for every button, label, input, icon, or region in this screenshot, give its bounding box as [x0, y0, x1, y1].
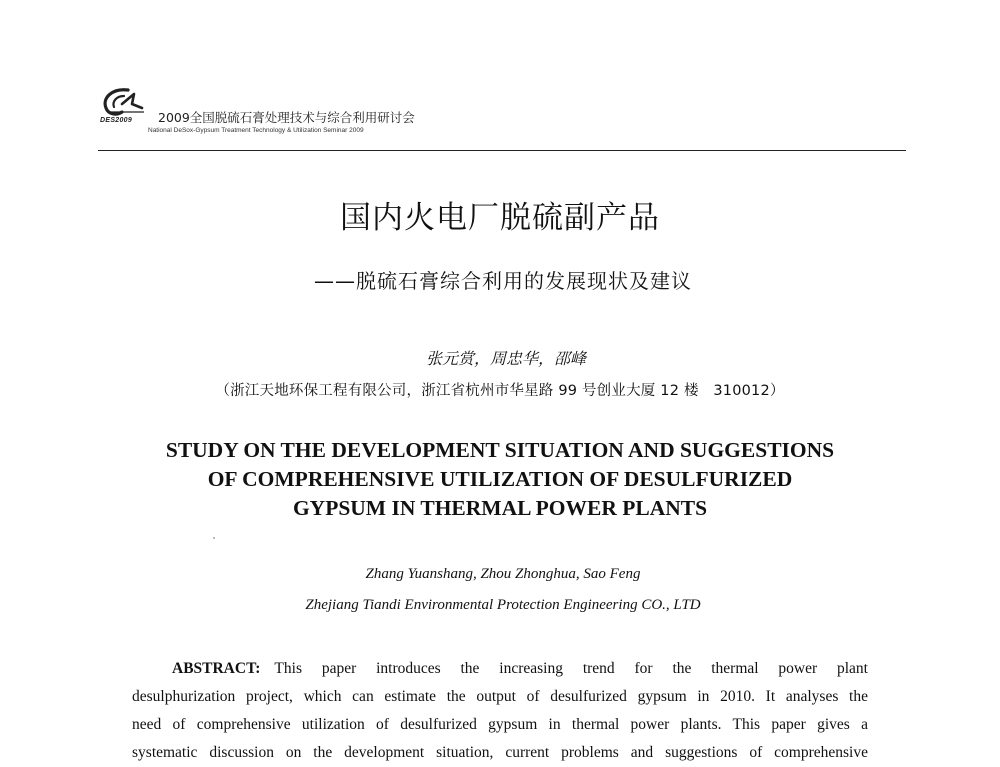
abstract-line — [132, 655, 868, 683]
authors-en: Zhang Yuanshang, Zhou Zhonghua, Sao Feng — [365, 566, 641, 582]
paper-title-en-line: GYPSUM IN THERMAL POWER PLANTS — [292, 496, 708, 520]
seminar-title-cn: 2009全国脱硫石膏处理技术与综合利用研讨会 — [158, 110, 415, 125]
paper-title-en-line: STUDY ON THE DEVELOPMENT SITUATION AND SUGGESTIONS — [165, 438, 835, 462]
abstract — [132, 655, 868, 767]
header-divider — [98, 150, 906, 151]
logo-text: DES2009 — [100, 117, 133, 124]
paper-title-en-line: OF COMPREHENSIVE UTILIZATION OF DESULFURIZED — [207, 467, 793, 491]
abstract-line: need of comprehensive utilization of desulfurized gypsum in thermal power plants. This paper gives a — [132, 716, 868, 733]
abstract-label: ABSTRACT: — [172, 660, 261, 677]
abstract-line: desulphurization project, which can estimate the output of desulfurized gypsum in 2010. It analyses the — [132, 688, 868, 705]
paper-title-en — [120, 436, 880, 523]
authors-cn: 张元赏，周忠华，邵峰 — [425, 349, 586, 368]
journal-header — [98, 86, 906, 152]
seminar-title-en: National DeSox-Gypsum Treatment Technology & Utilization Seminar 2009 — [148, 127, 364, 134]
affiliation-cn: （浙江天地环保工程有限公司，浙江省杭州市华星路 99 号创业大厦 12 楼 310012） — [215, 383, 785, 399]
abstract-line: systematic discussion on the development situation, current problems and suggestions of comprehensive — [132, 744, 868, 761]
abstract-text: This paper introduces the increasing trend for the thermal power plant — [274, 660, 868, 677]
scan-artifact — [213, 537, 215, 539]
paper-subtitle-cn: ——脱硫石膏综合利用的发展现状及建议 — [314, 269, 692, 293]
affiliation-en: Zhejiang Tiandi Environmental Protection Engineering CO., LTD — [305, 597, 701, 613]
paper-title-cn: 国内火电厂脱硫副产品 — [340, 200, 660, 236]
